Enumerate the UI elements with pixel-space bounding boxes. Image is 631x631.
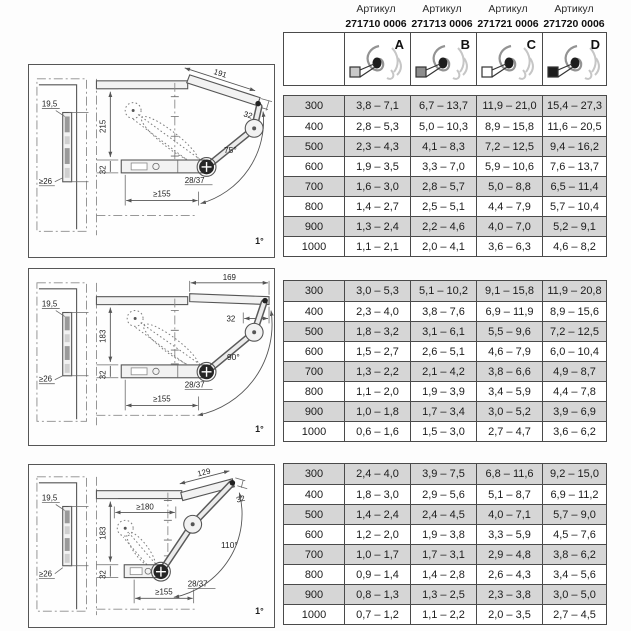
range-cell-b: 3,8 – 7,6: [410, 302, 476, 321]
table-row: [284, 564, 606, 584]
dim-opening-angle: 90°: [226, 351, 240, 362]
mini-side-view: [37, 477, 89, 611]
diagram-drawing-90: [29, 269, 274, 445]
flap-height-cell: 700: [304, 548, 324, 561]
dim-closed-angle: 1°: [255, 424, 264, 435]
variant-letter-b: B: [460, 37, 470, 52]
dim-closed-angle: 1°: [255, 606, 264, 617]
range-cell-a: 1,8 – 3,0: [344, 485, 410, 504]
range-cell-b: 4,1 – 8,3: [410, 137, 476, 156]
flap-height-cell: 700: [304, 365, 324, 378]
table-row: [284, 156, 606, 176]
article-number: 271710 0006: [345, 18, 407, 30]
range-cell-d: 8,9 – 15,6: [542, 302, 606, 321]
dim-panel-thickness: 19,5: [41, 493, 58, 503]
variant-cell-c: [476, 33, 542, 85]
range-cell-b: 2,9 – 5,6: [410, 485, 476, 504]
dim-flap-length: 191: [212, 67, 228, 80]
range-cell-a: 0,9 – 1,4: [344, 565, 410, 584]
range-cell-c: 11,9 – 21,0: [476, 96, 542, 116]
table-row: [284, 584, 606, 604]
range-cell-a: 0,7 – 1,2: [344, 605, 410, 624]
range-cell-d: 2,7 – 4,5: [542, 605, 606, 624]
range-cell-b: 2,8 – 5,7: [410, 177, 476, 196]
range-cell-d: 7,2 – 12,5: [542, 322, 606, 341]
article-number: 271720 0006: [543, 18, 605, 30]
article-column-b: [409, 3, 475, 30]
range-cell-d: 11,9 – 20,8: [542, 281, 606, 301]
table-row: [284, 401, 606, 421]
dim-closed-angle: 1°: [255, 236, 264, 247]
flap-height-cell: 600: [304, 345, 324, 358]
range-cell-d: 11,6 – 20,5: [542, 117, 606, 136]
range-cell-c: 2,3 – 3,8: [476, 585, 542, 604]
range-cell-b: 2,1 – 4,2: [410, 362, 476, 381]
range-cell-d: 3,0 – 5,0: [542, 585, 606, 604]
table-row: [284, 236, 606, 256]
range-cell-c: 9,1 – 15,8: [476, 281, 542, 301]
flap-height-cell: 500: [304, 325, 324, 338]
dim-rail: 32: [98, 165, 108, 175]
table-row: [284, 341, 606, 361]
range-cell-a: 1,8 – 3,2: [344, 322, 410, 341]
dim-min-depth: ≥155: [153, 394, 171, 404]
range-cell-c: 5,1 – 8,7: [476, 485, 542, 504]
diagram-drawing-75: [29, 65, 274, 257]
range-cell-b: 1,3 – 2,5: [410, 585, 476, 604]
table-row: [284, 381, 606, 401]
range-cell-b: 3,3 – 7,0: [410, 157, 476, 176]
range-cell-c: 4,6 – 7,9: [476, 342, 542, 361]
load-table-110: [283, 463, 607, 625]
flap-height-cell: 300: [304, 100, 324, 112]
dim-flap-length: 169: [222, 272, 236, 282]
range-cell-c: 2,7 – 4,7: [476, 422, 542, 441]
range-cell-b: 1,9 – 3,9: [410, 382, 476, 401]
range-cell-a: 3,8 – 7,1: [344, 96, 410, 116]
range-cell-a: 1,2 – 2,0: [344, 525, 410, 544]
dim-flap-length: 129: [196, 466, 212, 479]
range-cell-d: 4,9 – 8,7: [542, 362, 606, 381]
range-cell-d: 4,5 – 7,6: [542, 525, 606, 544]
dim-min-inner: ≥26: [38, 176, 53, 186]
dim-flap-end: 32: [242, 109, 254, 121]
dim-panel-thickness: 19,5: [41, 299, 58, 309]
article-number: 271713 0006: [411, 18, 473, 30]
spring-mechanism-icon: [347, 43, 403, 81]
table-row: [284, 361, 606, 381]
range-cell-c: 5,9 – 10,6: [476, 157, 542, 176]
range-cell-a: 2,3 – 4,0: [344, 302, 410, 321]
range-cell-d: 5,2 – 9,1: [542, 217, 606, 236]
range-cell-d: 3,4 – 5,6: [542, 565, 606, 584]
range-cell-b: 3,9 – 7,5: [410, 464, 476, 484]
range-cell-a: 0,8 – 1,3: [344, 585, 410, 604]
range-cell-d: 6,0 – 10,4: [542, 342, 606, 361]
table-row: [284, 524, 606, 544]
main-section-view: [96, 273, 272, 434]
range-cell-b: 2,4 – 4,5: [410, 505, 476, 524]
table-row: [284, 544, 606, 564]
table-row: [284, 321, 606, 341]
empty-header-cell: [284, 33, 344, 85]
table-row: [284, 116, 606, 136]
table-row: [284, 301, 606, 321]
dim-height: 215: [98, 119, 108, 133]
range-cell-b: 1,1 – 2,2: [410, 605, 476, 624]
range-cell-b: 1,4 – 2,8: [410, 565, 476, 584]
variant-letter-a: A: [394, 37, 404, 52]
range-cell-a: 1,1 – 2,0: [344, 382, 410, 401]
range-cell-a: 2,3 – 4,3: [344, 137, 410, 156]
range-cell-a: 1,0 – 1,7: [344, 545, 410, 564]
flap-height-cell: 400: [304, 305, 324, 318]
table-row: [284, 136, 606, 156]
range-cell-b: 6,7 – 13,7: [410, 96, 476, 116]
load-table-90: [283, 280, 607, 442]
table-row: [284, 604, 606, 624]
flap-height-cell: 1000: [301, 240, 327, 253]
dim-rail: 32: [98, 370, 108, 380]
variant-cell-d: [542, 33, 606, 85]
range-cell-b: 2,0 – 4,1: [410, 237, 476, 256]
variant-cell-a: [344, 33, 410, 85]
flap-height-cell: 400: [304, 120, 324, 133]
range-cell-b: 5,1 – 10,2: [410, 281, 476, 301]
diagram-panel-110: [28, 464, 275, 628]
dim-opening-angle: 75°: [223, 145, 237, 156]
range-cell-a: 1,1 – 2,1: [344, 237, 410, 256]
range-cell-a: 1,9 – 3,5: [344, 157, 410, 176]
range-cell-c: 3,6 – 6,3: [476, 237, 542, 256]
article-label: Артикул: [422, 3, 462, 15]
load-table-75: [283, 95, 607, 257]
spring-mechanism-icon: [545, 43, 601, 81]
range-cell-d: 9,4 – 16,2: [542, 137, 606, 156]
range-cell-c: 3,3 – 5,9: [476, 525, 542, 544]
table-row: [284, 216, 606, 236]
article-label: Артикул: [488, 3, 528, 15]
range-cell-a: 1,3 – 2,2: [344, 362, 410, 381]
flap-height-cell: 800: [304, 200, 324, 213]
diagram-drawing-110: [29, 465, 274, 627]
cabinet-square-c: [482, 67, 492, 77]
range-cell-d: 5,7 – 10,4: [542, 197, 606, 216]
dim-min-inner: ≥26: [38, 374, 53, 384]
range-cell-d: 4,6 – 8,2: [542, 237, 606, 256]
range-cell-b: 5,0 – 10,3: [410, 117, 476, 136]
flap-door: [190, 294, 269, 305]
table-row: [284, 281, 606, 301]
flap-height-cell: 700: [304, 180, 324, 193]
range-cell-a: 1,0 – 1,8: [344, 402, 410, 421]
table-row: [284, 464, 606, 484]
cabinet-square-b: [416, 67, 426, 77]
flap-door: [187, 75, 260, 106]
range-cell-c: 3,8 – 6,6: [476, 362, 542, 381]
dim-min-inner: ≥26: [38, 569, 53, 579]
table-row: [284, 176, 606, 196]
range-cell-c: 4,0 – 7,1: [476, 505, 542, 524]
range-cell-b: 2,2 – 4,6: [410, 217, 476, 236]
range-cell-a: 3,0 – 5,3: [344, 281, 410, 301]
dim-offset: 28/37: [184, 380, 205, 390]
range-cell-d: 6,5 – 11,4: [542, 177, 606, 196]
cabinet-square-d: [548, 67, 558, 77]
range-cell-c: 4,0 – 7,0: [476, 217, 542, 236]
variant-letter-d: D: [590, 37, 600, 52]
variant-letter-c: C: [526, 37, 536, 52]
table-row: [284, 504, 606, 524]
range-cell-c: 3,4 – 5,9: [476, 382, 542, 401]
range-cell-a: 1,5 – 2,7: [344, 342, 410, 361]
range-cell-c: 4,4 – 7,9: [476, 197, 542, 216]
dim-min-depth: ≥155: [153, 189, 171, 199]
flap-height-cell: 400: [304, 488, 324, 501]
dim-inner-width: ≥180: [136, 502, 154, 512]
range-cell-b: 1,5 – 3,0: [410, 422, 476, 441]
dim-flap-end: 32: [226, 314, 236, 324]
variant-cell-b: [410, 33, 476, 85]
table-row: [284, 421, 606, 441]
range-cell-a: 1,4 – 2,7: [344, 197, 410, 216]
flap-height-cell: 1000: [301, 425, 327, 438]
range-cell-c: 2,6 – 4,3: [476, 565, 542, 584]
article-number: 271721 0006: [477, 18, 539, 30]
article-label: Артикул: [554, 3, 594, 15]
range-cell-c: 6,9 – 11,9: [476, 302, 542, 321]
flap-height-cell: 300: [304, 468, 324, 480]
range-cell-c: 2,9 – 4,8: [476, 545, 542, 564]
range-cell-b: 2,6 – 5,1: [410, 342, 476, 361]
flap-height-cell: 300: [304, 285, 324, 297]
article-column-d: [541, 3, 607, 30]
diagram-panel-90: [28, 268, 275, 446]
flap-height-cell: 1000: [301, 608, 327, 621]
flap-height-cell: 500: [304, 508, 324, 521]
range-cell-b: 1,7 – 3,4: [410, 402, 476, 421]
dim-rail: 32: [98, 570, 108, 580]
range-cell-c: 2,0 – 3,5: [476, 605, 542, 624]
range-cell-d: 9,2 – 15,0: [542, 464, 606, 484]
range-cell-c: 7,2 – 12,5: [476, 137, 542, 156]
range-cell-a: 1,6 – 3,0: [344, 177, 410, 196]
range-cell-c: 8,9 – 15,8: [476, 117, 542, 136]
article-label: Артикул: [356, 3, 396, 15]
flap-height-cell: 600: [304, 528, 324, 541]
flap-height-cell: 600: [304, 160, 324, 173]
range-cell-c: 5,0 – 8,8: [476, 177, 542, 196]
range-cell-b: 3,1 – 6,1: [410, 322, 476, 341]
flap-height-cell: 500: [304, 140, 324, 153]
range-cell-d: 4,4 – 7,8: [542, 382, 606, 401]
flap-height-cell: 800: [304, 385, 324, 398]
range-cell-b: 2,5 – 5,1: [410, 197, 476, 216]
range-cell-d: 6,9 – 11,2: [542, 485, 606, 504]
main-section-view: [96, 67, 272, 246]
range-cell-a: 1,4 – 2,4: [344, 505, 410, 524]
flap-height-cell: 900: [304, 220, 324, 233]
dim-opening-angle: 110°: [220, 539, 238, 550]
dim-offset: 28/37: [184, 175, 205, 185]
dim-min-depth: ≥155: [155, 587, 173, 597]
range-cell-d: 3,9 – 6,9: [542, 402, 606, 421]
flap-height-cell: 900: [304, 588, 324, 601]
table-row: [284, 196, 606, 216]
range-cell-d: 3,6 – 6,2: [542, 422, 606, 441]
variant-header-row: [283, 32, 607, 86]
dim-flap-end: 32: [235, 493, 247, 505]
main-section-view: [96, 466, 264, 616]
table-row: [284, 484, 606, 504]
range-cell-c: 3,0 – 5,2: [476, 402, 542, 421]
range-cell-d: 5,7 – 9,0: [542, 505, 606, 524]
article-column-c: [475, 3, 541, 30]
range-cell-c: 6,8 – 11,6: [476, 464, 542, 484]
range-cell-a: 2,8 – 5,3: [344, 117, 410, 136]
dim-height: 183: [98, 526, 108, 540]
mini-side-view: [37, 79, 89, 231]
range-cell-a: 1,3 – 2,4: [344, 217, 410, 236]
spring-mechanism-icon: [413, 43, 469, 81]
dim-panel-thickness: 19,5: [41, 99, 58, 109]
article-column-a: [343, 3, 409, 30]
range-cell-a: 2,4 – 4,0: [344, 464, 410, 484]
flap-height-cell: 800: [304, 568, 324, 581]
dim-offset: 28/37: [187, 579, 208, 589]
range-cell-d: 7,6 – 13,7: [542, 157, 606, 176]
range-cell-d: 15,4 – 27,3: [542, 96, 606, 116]
range-cell-c: 5,5 – 9,6: [476, 322, 542, 341]
table-row: [284, 96, 606, 116]
range-cell-b: 1,9 – 3,8: [410, 525, 476, 544]
diagram-panel-75: [28, 64, 275, 258]
range-cell-d: 3,8 – 6,2: [542, 545, 606, 564]
dim-height: 183: [98, 329, 108, 343]
cabinet-square-a: [350, 67, 360, 77]
range-cell-a: 0,6 – 1,6: [344, 422, 410, 441]
mini-side-view: [37, 283, 89, 421]
range-cell-b: 1,7 – 3,1: [410, 545, 476, 564]
flap-height-cell: 900: [304, 405, 324, 418]
spring-mechanism-icon: [479, 43, 535, 81]
